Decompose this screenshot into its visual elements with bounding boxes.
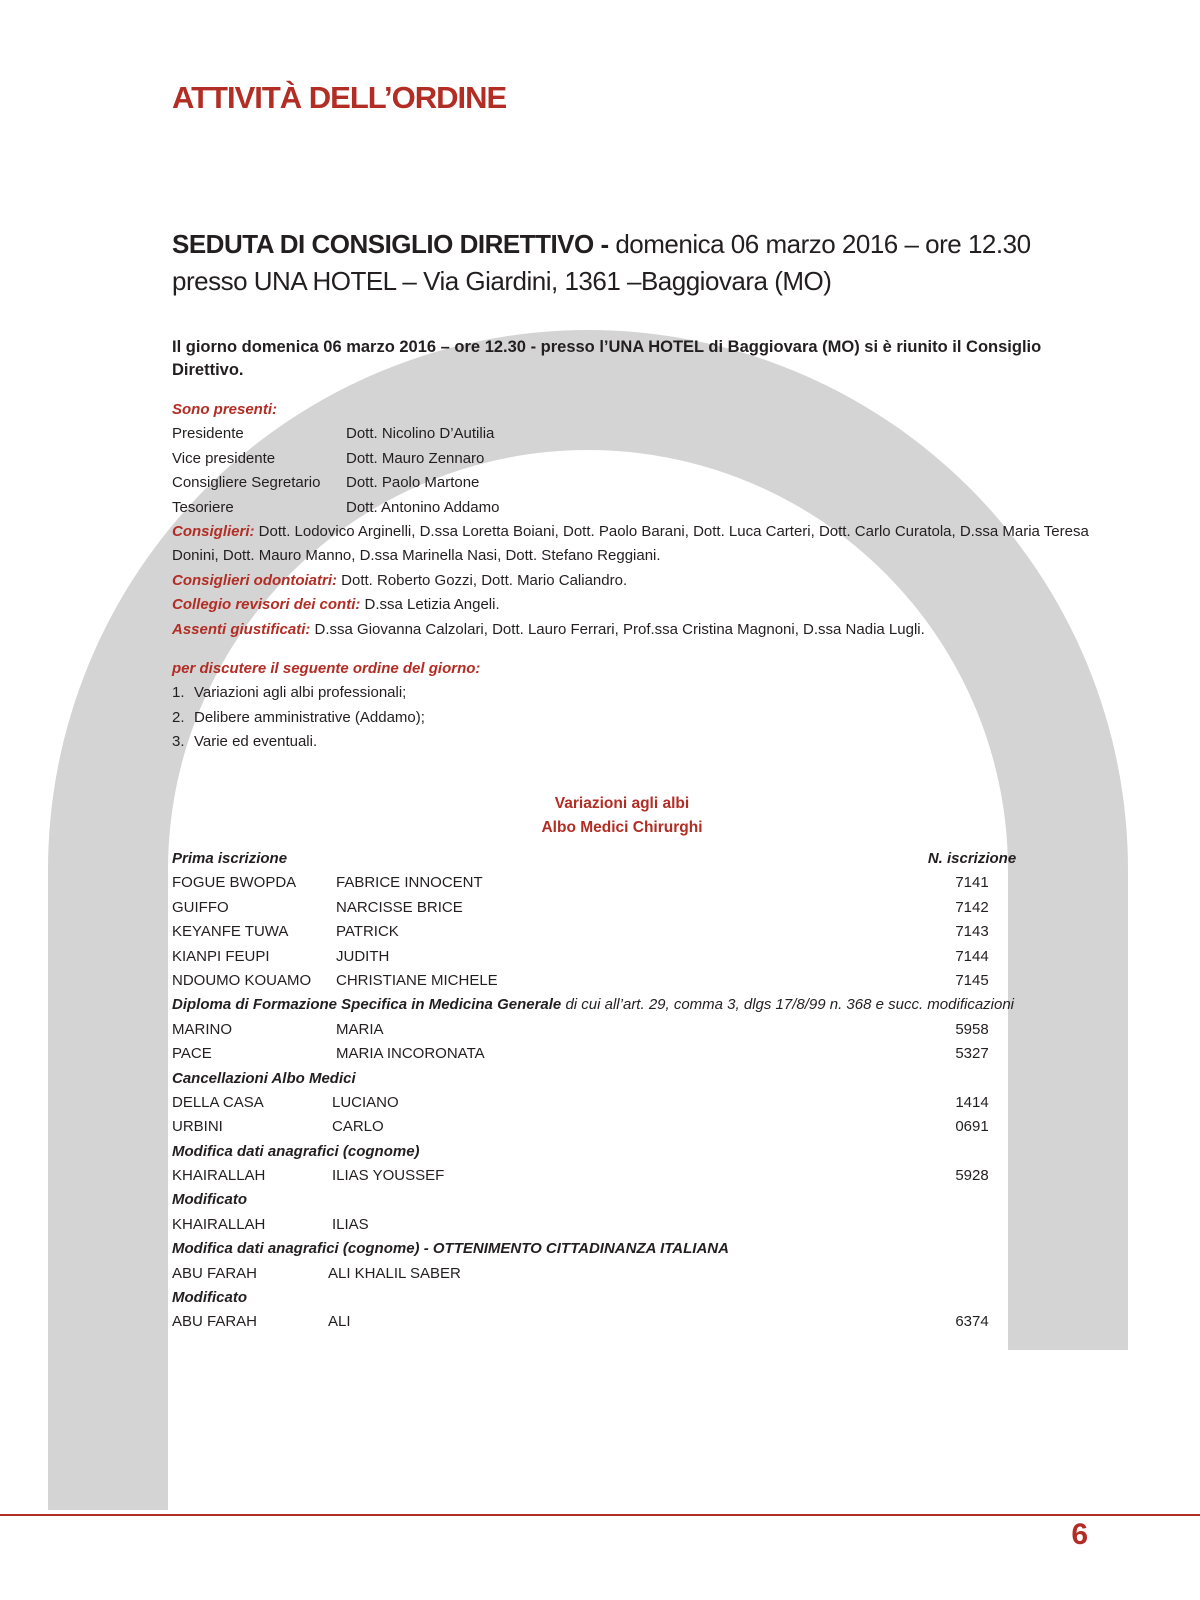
odontoiatri-names: Dott. Roberto Gozzi, Dott. Mario Caliandro. — [337, 571, 628, 589]
role-row — [172, 496, 1102, 520]
role-label: Tesoriere — [172, 498, 234, 516]
table-row — [172, 1091, 1092, 1115]
table-row — [172, 969, 1092, 993]
given-name: PATRICK — [336, 923, 399, 941]
given-name: FABRICE INNOCENT — [336, 874, 483, 892]
meeting-heading-title: SEDUTA DI CONSIGLIO DIRETTIVO - — [172, 229, 609, 259]
attendees-block — [172, 398, 1102, 642]
surname: KHAIRALLAH — [172, 1215, 266, 1233]
agenda-item-number: 2. — [172, 708, 185, 726]
surname: DELLA CASA — [172, 1093, 264, 1111]
prima-iscrizione-text: Prima iscrizione — [172, 850, 288, 867]
agenda-item-text: Variazioni agli albi professionali; — [194, 684, 407, 702]
modifica-label: Modifica dati anagrafici (cognome) — [172, 1142, 420, 1160]
assenti-label: Assenti giustificati: — [172, 620, 311, 638]
registration-number: 7144 — [955, 947, 989, 965]
modificato-label: Modificato — [172, 1289, 247, 1307]
table-row — [172, 1262, 1092, 1286]
table-row — [172, 1310, 1092, 1334]
agenda-item-number: 1. — [172, 684, 185, 702]
surname: GUIFFO — [172, 898, 229, 916]
role-label: Consigliere Segretario — [172, 474, 321, 492]
agenda-item-number: 3. — [172, 733, 185, 751]
given-name: JUDITH — [336, 947, 390, 965]
agenda-item — [172, 730, 1102, 754]
role-name: Dott. Mauro Zennaro — [346, 449, 485, 467]
albi-subtitle: Albo Medici Chirurghi — [541, 819, 703, 836]
given-name: NARCISSE BRICE — [336, 898, 463, 916]
given-name: MARIA — [336, 1020, 384, 1038]
odontoiatri-label: Consiglieri odontoiatri: — [172, 571, 337, 589]
registration-number: 7145 — [955, 971, 989, 989]
surname: KIANPI FEUPI — [172, 947, 270, 965]
consiglieri-names: Dott. Lodovico Arginelli, D.ssa Loretta Boiani, Dott. Paolo Barani, Dott. Luca Carteri, Dott. Carlo Curatola, D.ssa Maria Teresa Donini, Dott. Mauro Manno, D.ssa Marinella Nasi, Dott. Stefano Reggiani. — [172, 522, 1089, 565]
registration-number: 1414 — [955, 1093, 989, 1111]
given-name: ILIAS YOUSSEF — [332, 1167, 445, 1185]
role-name: Dott. Paolo Martone — [346, 474, 480, 492]
consiglieri-paragraph — [172, 520, 1102, 569]
meeting-heading — [172, 226, 1112, 300]
role-name: Dott. Antonino Addamo — [346, 498, 500, 516]
table-row — [172, 920, 1092, 944]
agenda-item-text: Delibere amministrative (Addamo); — [194, 708, 425, 726]
table-row — [172, 1042, 1092, 1066]
surname: URBINI — [172, 1118, 223, 1136]
table-row — [172, 1213, 1092, 1237]
prima-iscrizione-label — [172, 847, 1092, 871]
agenda-label: per discutere il seguente ordine del giorno: — [172, 660, 481, 677]
role-label: Vice presidente — [172, 449, 276, 467]
modificato-label: Modificato — [172, 1191, 247, 1209]
agenda-block — [172, 657, 1102, 755]
surname: MARINO — [172, 1020, 232, 1038]
table-row — [172, 1018, 1092, 1042]
table-row — [172, 896, 1092, 920]
diploma-label-rest: di cui all’art. 29, comma 3, dlgs 17/8/99 n. 368 e succ. modificazioni — [561, 996, 1015, 1014]
odontoiatri-paragraph — [172, 569, 1102, 593]
surname: PACE — [172, 1045, 212, 1063]
table-row — [172, 1115, 1092, 1139]
assenti-paragraph — [172, 618, 1102, 642]
role-row — [172, 471, 1102, 495]
revisori-names: D.ssa Letizia Angeli. — [360, 596, 500, 614]
agenda-item-text: Varie ed eventuali. — [194, 733, 318, 751]
modifica-cittadinanza-label — [172, 1237, 1092, 1261]
albi-heading — [172, 792, 1072, 840]
meeting-heading-location: presso UNA HOTEL – Via Giardini, 1361 –Baggiovara (MO) — [172, 266, 832, 296]
n-iscrizione-label: N. iscrizione — [927, 850, 1017, 867]
given-name: MARIA INCORONATA — [336, 1045, 485, 1063]
registration-number: 5958 — [955, 1020, 989, 1038]
role-row — [172, 422, 1102, 446]
meeting-heading-date: domenica 06 marzo 2016 – ore 12.30 — [608, 229, 1031, 259]
surname: ABU FARAH — [172, 1313, 258, 1331]
intro-paragraph: Il giorno domenica 06 marzo 2016 – ore 12.30 - presso l’UNA HOTEL di Baggiovara (MO) si è riunito il Consiglio Direttivo. — [172, 338, 1042, 379]
given-name: ILIAS — [332, 1215, 369, 1233]
agenda-item — [172, 681, 1102, 705]
table-row — [172, 1164, 1092, 1188]
section-title: ATTIVITÀ DELL’ORDINE — [172, 80, 507, 115]
given-name: ALI — [328, 1313, 351, 1331]
revisori-paragraph — [172, 593, 1102, 617]
registration-number: 7143 — [955, 923, 989, 941]
albi-records — [172, 847, 1092, 1335]
cittadinanza-text: OTTENIMENTO CITTADINANZA ITALIANA — [432, 1240, 729, 1258]
table-row — [172, 945, 1092, 969]
surname: NDOUMO KOUAMO — [172, 971, 312, 989]
revisori-label: Collegio revisori dei conti: — [172, 596, 361, 614]
given-name: CHRISTIANE MICHELE — [336, 971, 498, 989]
agenda-list — [172, 681, 1102, 754]
present-label: Sono presenti: — [172, 401, 278, 418]
given-name: ALI KHALIL SABER — [328, 1264, 461, 1282]
footer-divider — [0, 1514, 1200, 1516]
registration-number: 5928 — [955, 1167, 989, 1185]
given-name: LUCIANO — [332, 1093, 399, 1111]
albi-title: Variazioni agli albi — [554, 795, 690, 812]
surname: KEYANFE TUWA — [172, 923, 289, 941]
cancellazioni-label: Cancellazioni Albo Medici — [172, 1069, 356, 1087]
registration-number: 7142 — [955, 898, 989, 916]
diploma-label-bold: Diploma di Formazione Specifica in Medicina Generale — [172, 996, 562, 1014]
consiglieri-label: Consiglieri: — [172, 522, 255, 540]
registration-number: 6374 — [955, 1313, 989, 1331]
given-name: CARLO — [332, 1118, 384, 1136]
role-label: Presidente — [172, 425, 244, 443]
modifica-cittadinanza-text: Modifica dati anagrafici (cognome) - — [172, 1240, 433, 1258]
role-row — [172, 447, 1102, 471]
surname: FOGUE BWOPDA — [172, 874, 297, 892]
registration-number: 5327 — [955, 1045, 989, 1063]
agenda-item — [172, 706, 1102, 730]
diploma-label — [172, 993, 1092, 1017]
registration-number: 7141 — [955, 874, 989, 892]
registration-number: 0691 — [955, 1118, 989, 1136]
page-number: 6 — [1071, 1518, 1088, 1551]
role-name: Dott. Nicolino D’Autilia — [346, 425, 495, 443]
table-row — [172, 871, 1092, 895]
assenti-names: D.ssa Giovanna Calzolari, Dott. Lauro Ferrari, Prof.ssa Cristina Magnoni, D.ssa Nadia Lugli. — [310, 620, 925, 638]
surname: KHAIRALLAH — [172, 1167, 266, 1185]
surname: ABU FARAH — [172, 1264, 258, 1282]
